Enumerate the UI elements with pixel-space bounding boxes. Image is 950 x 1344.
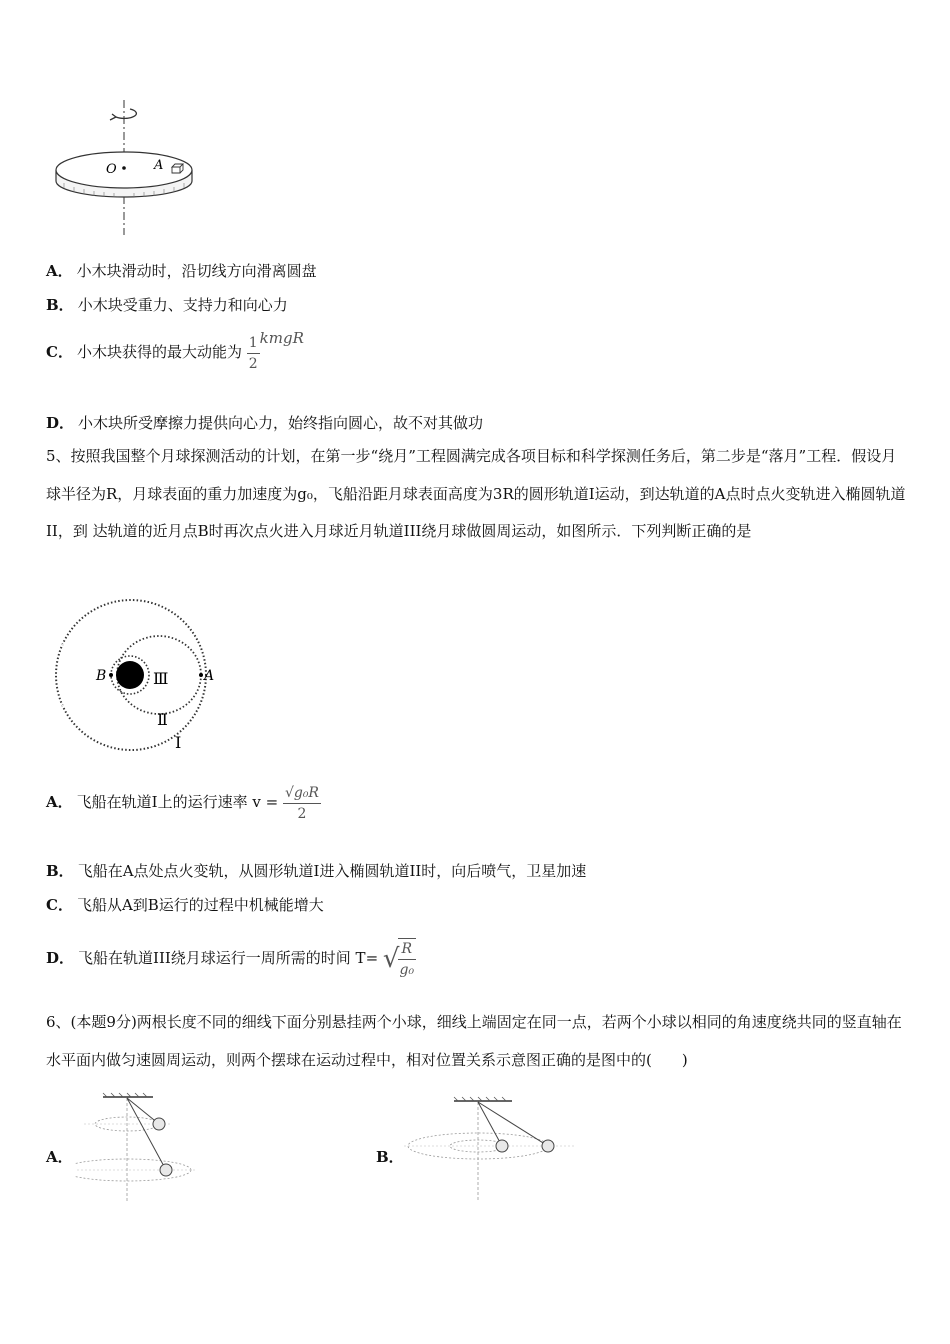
q4-option-b: B． 小木块受重力、支持力和向心力 <box>46 296 288 314</box>
orbit-figure <box>50 598 225 758</box>
q4-option-a: A． 小木块滑动时，沿切线方向滑离圆盘 <box>46 262 317 280</box>
rotating-disk-figure <box>50 95 200 240</box>
fraction: $\frac{1}{2}$ <box>248 334 258 372</box>
pendulum-figure-a <box>75 1092 200 1204</box>
q4-option-c: C． 小木块获得的最大动能为 $\frac{1}{2}$ kmgR <box>46 329 304 372</box>
q6-option-b: B． <box>376 1148 404 1166</box>
q5-option-d: D． 飞船在轨道III绕月球运行一周所需的时间 T= √ $\frac{R}{\text{g₀}}$ <box>46 930 416 987</box>
q5-option-a: A． 飞船在轨道I上的运行速率 v = $\frac{\text{√g₀R}}{2}$ <box>46 784 319 822</box>
fraction: $\frac{R}{\text{g₀}}$ <box>398 938 417 980</box>
orbit-3-label: Ⅲ <box>153 669 169 688</box>
q5-option-c: C． 飞船从A到B运行的过程中机械能增大 <box>46 896 324 914</box>
disk-point-label: A <box>154 158 164 173</box>
q6-stem: 6、(本题9分)两根长度不同的细线下面分别悬挂两个小球，细线上端固定在同一点，若两个小球以相同的角速度绕共同的竖直轴在水平面内做匀速圆周运动，则两个摆球在运动过程中，相对位置关系示意图正确的是图中的( ) <box>46 1013 902 1069</box>
q5-option-b: B． 飞船在A点处点火变轨，从圆形轨道I进入椭圆轨道II时，向后喷气，卫星加速 <box>46 862 587 880</box>
orbit-1-label: Ⅰ <box>175 733 182 752</box>
fraction: $\frac{\text{√g₀R}}{2}$ <box>284 784 319 822</box>
pendulum-figure-b <box>402 1092 582 1204</box>
q4-option-d: D． 小木块所受摩擦力提供向心力，始终指向圆心，故不对其做功 <box>46 414 484 432</box>
q5-stem: 5、按照我国整个月球探测活动的计划，在第一步“绕月”工程圆满完成各项目标和科学探测任务后，第二步是“落月”工程．假设月球半径为R，月球表面的重力加速度为g₀，飞船沿距月球表面高度为3R的圆形轨道I运动，到达轨道的A点时点火变轨进入椭圆轨道II，到 达轨道的近月点B时再次点火进入月球近月轨道III绕月球做圆周运动，如图所示．下列判断正确的是 <box>46 447 906 540</box>
q6-option-a: A． <box>46 1148 73 1166</box>
disk-center-label: O <box>106 162 117 177</box>
orbit-point-a-label: A <box>204 668 215 684</box>
orbit-2-label: Ⅱ <box>157 710 168 729</box>
orbit-point-b-label: B <box>96 668 107 684</box>
